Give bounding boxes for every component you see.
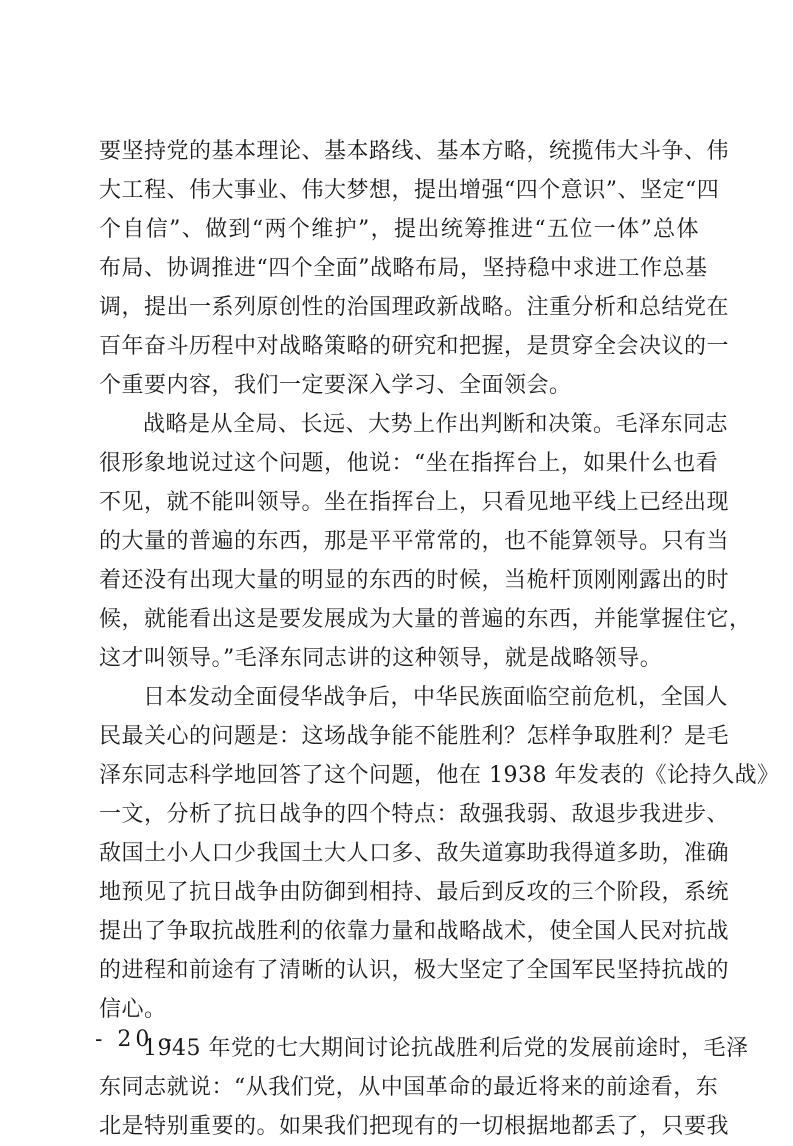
text-line: 着还没有出现大量的明显的东西的时候，当桅杆顶刚刚露出的时 [99, 568, 730, 593]
text-line: 泽东同志科学地回答了这个问题，他在 1938 年发表的《论持久战》 [99, 763, 780, 788]
text-line: 不见，就不能叫领导。坐在指挥台上，只看见地平线上已经出现 [99, 490, 730, 515]
text-line: 一文，分析了抗日战争的四个特点：敌强我弱、敌退步我进步、 [99, 802, 730, 827]
text-line: 1945 年党的七大期间讨论抗战胜利后党的发展前途时，毛泽 [143, 1036, 749, 1061]
page-number: - 20 - [95, 1027, 176, 1052]
text-line: 的大量的普遍的东西，那是平平常常的，也不能算领导。只有当 [99, 529, 730, 554]
text-line: 地预见了抗日战争由防御到相持、最后到反攻的三个阶段，系统 [99, 880, 730, 905]
text-line: 大工程、伟大事业、伟大梦想，提出增强“四个意识”、坚定“四 [99, 178, 720, 203]
text-line: 个重要内容，我们一定要深入学习、全面领会。 [99, 373, 572, 398]
text-line: 信心。 [99, 997, 167, 1022]
text-line: 民最关心的问题是：这场战争能不能胜利？怎样争取胜利？是毛 [99, 724, 730, 749]
text-line: 要坚持党的基本理论、基本路线、基本方略，统揽伟大斗争、伟 [99, 139, 730, 164]
text-line: 候，就能看出这是要发展成为大量的普遍的东西，并能掌握住它， [99, 607, 752, 632]
text-line: 战略是从全局、长远、大势上作出判断和决策。毛泽东同志 [143, 412, 729, 437]
text-line: 敌国土小人口少我国土大人口多、敌失道寡助我得道多助，准确 [99, 841, 730, 866]
body-text [99, 132, 780, 1146]
text-line: 东同志就说：“从我们党，从中国革命的最近将来的前途看，东 [99, 1075, 719, 1100]
text-line: 日本发动全面侵华战争后，中华民族面临空前危机，全国人 [143, 685, 729, 710]
text-line: 提出了争取抗战胜利的依靠力量和战略战术，使全国人民对抗战 [99, 919, 730, 944]
text-line: 个自信”、做到“两个维护”，提出统筹推进“五位一体”总体 [99, 217, 699, 242]
text-line: 这才叫领导。”毛泽东同志讲的这种领导，就是战略领导。 [99, 646, 663, 671]
text-line: 布局、协调推进“四个全面”战略布局，坚持稳中求进工作总基 [99, 256, 708, 281]
text-line: 的进程和前途有了清晰的认识，极大坚定了全国军民坚持抗战的 [99, 958, 730, 983]
text-line: 百年奋斗历程中对战略策略的研究和把握，是贯穿全会决议的一 [99, 334, 730, 359]
text-line: 调，提出一系列原创性的治国理政新战略。注重分析和总结党在 [99, 295, 730, 320]
text-line: 很形象地说过这个问题，他说：“坐在指挥台上，如果什么也看 [99, 451, 719, 476]
text-line: 北是特别重要的。如果我们把现有的一切根据地都丢了，只要我 [99, 1114, 730, 1139]
